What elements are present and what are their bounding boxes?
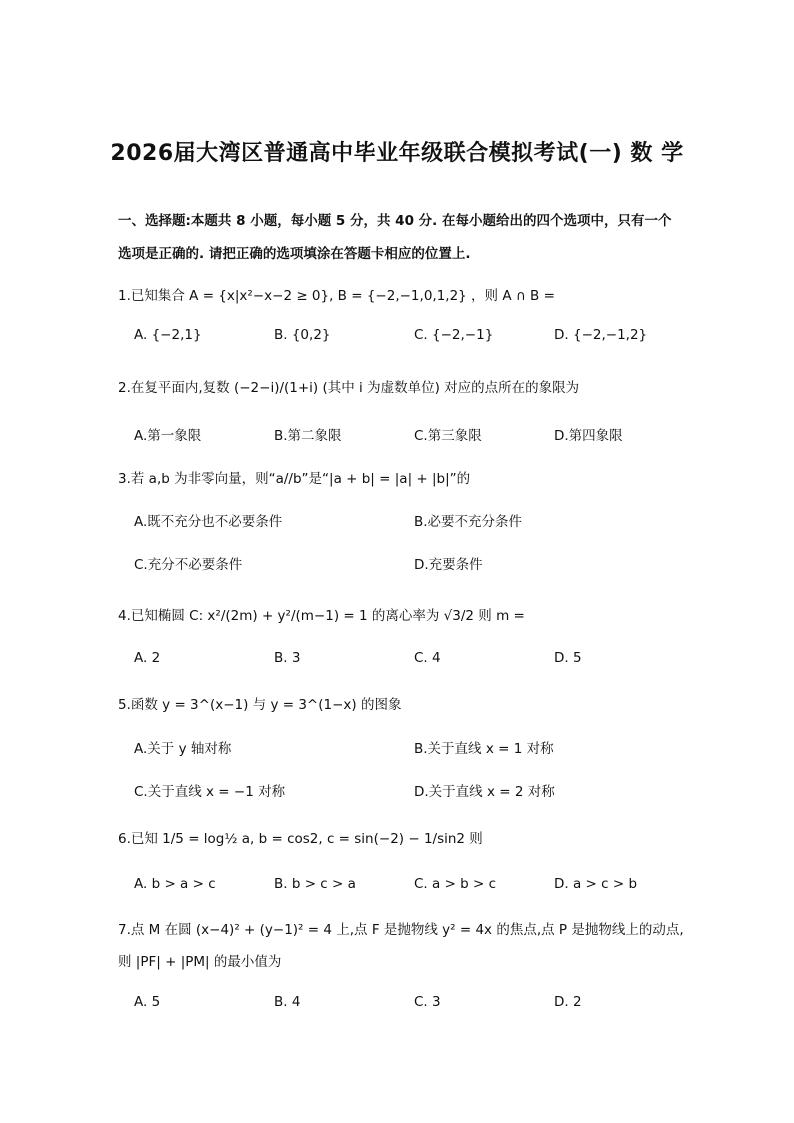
question-7-option-a: A. 5: [134, 994, 161, 1010]
question-3-option-b: B.必要不充分条件: [414, 514, 523, 530]
question-5-option-b: B.关于直线 x = 1 对称: [414, 741, 554, 757]
question-5-option-d: D.关于直线 x = 2 对称: [414, 784, 555, 800]
question-6-option-b: B. b > c > a: [274, 876, 356, 892]
question-7-option-c: C. 3: [414, 994, 441, 1010]
question-1-option-d: D. {−2,−1,2}: [554, 327, 648, 343]
question-2-option-b: B.第二象限: [274, 428, 342, 444]
question-4-option-d: D. 5: [554, 650, 582, 666]
question-3-option-c: C.充分不必要条件: [134, 557, 243, 573]
question-4-option-a: A. 2: [134, 650, 161, 666]
question-3-stem: 3.若 a,b 为非零向量，则“a//b”是“|a + b| = |a| + |b|”的: [118, 471, 471, 487]
question-7-option-b: B. 4: [274, 994, 301, 1010]
question-7-stem-line-2: 则 |PF| + |PM| 的最小值为: [118, 954, 282, 970]
question-2-option-c: C.第三象限: [414, 428, 482, 444]
question-2-option-d: D.第四象限: [554, 428, 623, 444]
question-3-option-d: D.充要条件: [414, 557, 483, 573]
question-3-option-a: A.既不充分也不必要条件: [134, 514, 283, 530]
question-1-option-c: C. {−2,−1}: [414, 327, 494, 343]
question-7-stem: 7.点 M 在圆 (x−4)² + (y−1)² = 4 上,点 F 是抛物线 y² = 4x 的焦点,点 P 是抛物线上的动点,: [118, 922, 684, 938]
question-7-option-d: D. 2: [554, 994, 582, 1010]
question-4-stem: 4.已知椭圆 C: x²/(2m) + y²/(m−1) = 1 的离心率为 √3/2 则 m =: [118, 608, 525, 624]
question-6-option-a: A. b > a > c: [134, 876, 216, 892]
question-5-option-a: A.关于 y 轴对称: [134, 741, 232, 757]
question-2-stem: 2.在复平面内,复数 (−2−i)/(1+i) (其中 i 为虚数单位) 对应的点所在的象限为: [118, 380, 580, 396]
exam-title: 2026届大湾区普通高中毕业年级联合模拟考试(一) 数 学: [110, 141, 684, 166]
question-1-option-a: A. {−2,1}: [134, 327, 202, 343]
question-4-option-b: B. 3: [274, 650, 301, 666]
question-6-option-c: C. a > b > c: [414, 876, 497, 892]
question-2-option-a: A.第一象限: [134, 428, 202, 444]
question-5-stem: 5.函数 y = 3^(x−1) 与 y = 3^(1−x) 的图象: [118, 697, 402, 713]
question-6-option-d: D. a > c > b: [554, 876, 638, 892]
question-6-stem: 6.已知 1/5 = log½ a, b = cos2, c = sin(−2) − 1/sin2 则: [118, 831, 483, 847]
section-instruction-line-2: 选项是正确的. 请把正确的选项填涂在答题卡相应的位置上.: [118, 246, 471, 262]
question-1-option-b: B. {0,2}: [274, 327, 331, 343]
question-5-option-c: C.关于直线 x = −1 对称: [134, 784, 286, 800]
question-1-stem: 1.已知集合 A = {x|x²−x−2 ≥ 0}, B = {−2,−1,0,1,2} ，则 A ∩ B =: [118, 288, 555, 304]
section-instruction-line-1: 一、选择题:本题共 8 小题，每小题 5 分，共 40 分. 在每小题给出的四个选项中，只有一个: [118, 213, 672, 229]
question-4-option-c: C. 4: [414, 650, 441, 666]
